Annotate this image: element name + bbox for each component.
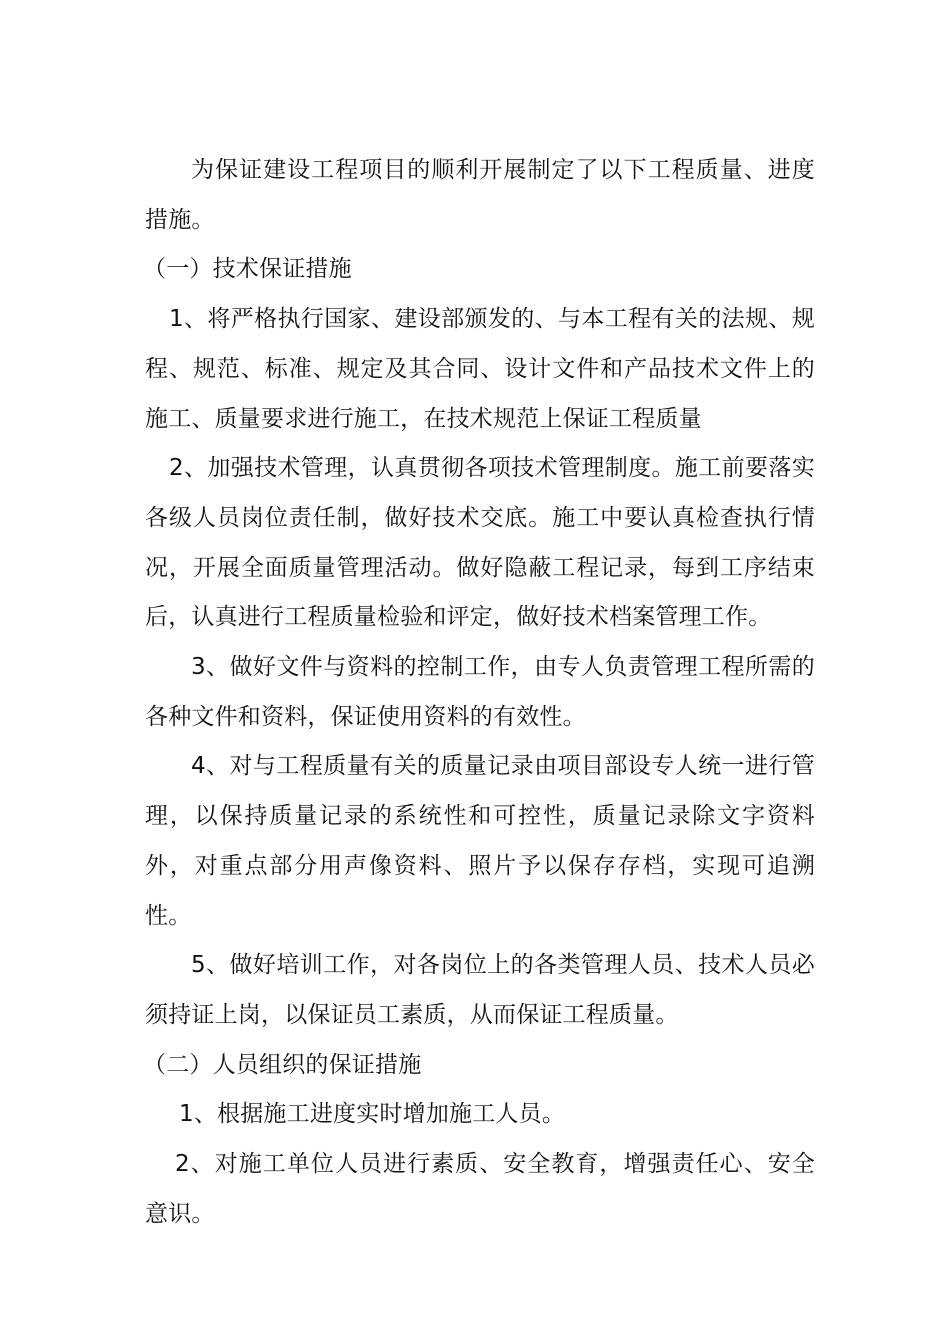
- technical-item-4: 4、对与工程质量有关的质量记录由项目部设专人统一进行管理，以保持质量记录的系统性和可控性，质量记录除文字资料外，对重点部分用声像资料、照片予以保存存档，实现可追溯性。: [145, 753, 815, 929]
- personnel-item-1: 1、根据施工进度实时增加施工人员。: [179, 1101, 566, 1128]
- intro-paragraph: 为保证建设工程项目的顺利开展制定了以下工程质量、进度措施。: [145, 157, 815, 233]
- technical-item-1: 1、将严格执行国家、建设部颁发的、与本工程有关的法规、规程、规范、标准、规定及其合同、设计文件和产品技术文件上的施工、质量要求进行施工，在技术规范上保证工程质量: [145, 306, 815, 432]
- section-heading-personnel: （二）人员组织的保证措施: [143, 1051, 422, 1078]
- personnel-item-2: 2、对施工单位人员进行素质、安全教育，增强责任心、安全意识。: [145, 1151, 815, 1227]
- section-heading-technical: （一）技术保证措施: [143, 256, 352, 283]
- technical-item-3: 3、做好文件与资料的控制工作，由专人负责管理工程所需的各种文件和资料，保证使用资料的有效性。: [145, 654, 815, 730]
- document-body: [145, 146, 815, 1239]
- technical-item-2: 2、加强技术管理，认真贯彻各项技术管理制度。施工前要落实各级人员岗位责任制，做好技术交底。施工中要认真检查执行情况，开展全面质量管理活动。做好隐蔽工程记录，每到工序结束后，认真进行工程质量检验和评定，做好技术档案管理工作。: [145, 455, 815, 631]
- technical-item-5: 5、做好培训工作，对各岗位上的各类管理人员、技术人员必须持证上岗，以保证员工素质，从而保证工程质量。: [145, 952, 815, 1028]
